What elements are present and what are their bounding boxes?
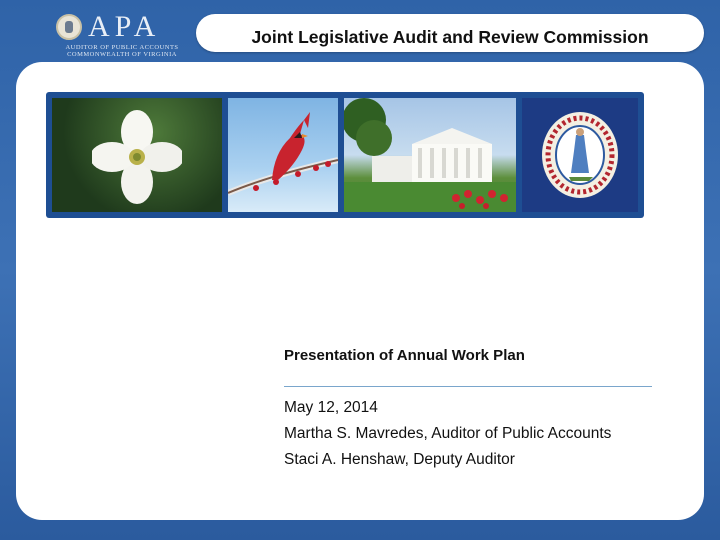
photo-strip [46,92,644,218]
apa-logo [52,10,182,56]
dogwood-photo [52,98,222,212]
virginia-seal-photo [522,98,638,212]
logo-subtitle [58,44,186,58]
dogwood-flower-icon [92,106,182,206]
capitol-building-icon [344,98,516,212]
title-bar [196,14,704,52]
presentation-title: Presentation of Annual Work Plan [284,347,525,364]
virginia-seal-icon [541,111,619,199]
presentation-info [284,340,684,473]
presenter-2: Staci A. Henshaw, Deputy Auditor [284,451,515,468]
logo-subtitle-line1: AUDITOR OF PUBLIC ACCOUNTS [65,44,179,51]
capitol-photo [344,98,516,212]
cardinal-bird-icon [228,98,338,212]
cardinal-photo [228,98,338,212]
logo-name: APA [88,10,161,43]
apa-seal-icon [56,14,82,40]
logo-subtitle-line2: COMMONWEALTH OF VIRGINIA [67,51,177,58]
slide-title: Joint Legislative Audit and Review Commission [251,27,649,47]
presenter-1: Martha S. Mavredes, Auditor of Public Accounts [284,425,612,442]
divider [284,386,652,387]
presentation-date: May 12, 2014 [284,399,378,416]
